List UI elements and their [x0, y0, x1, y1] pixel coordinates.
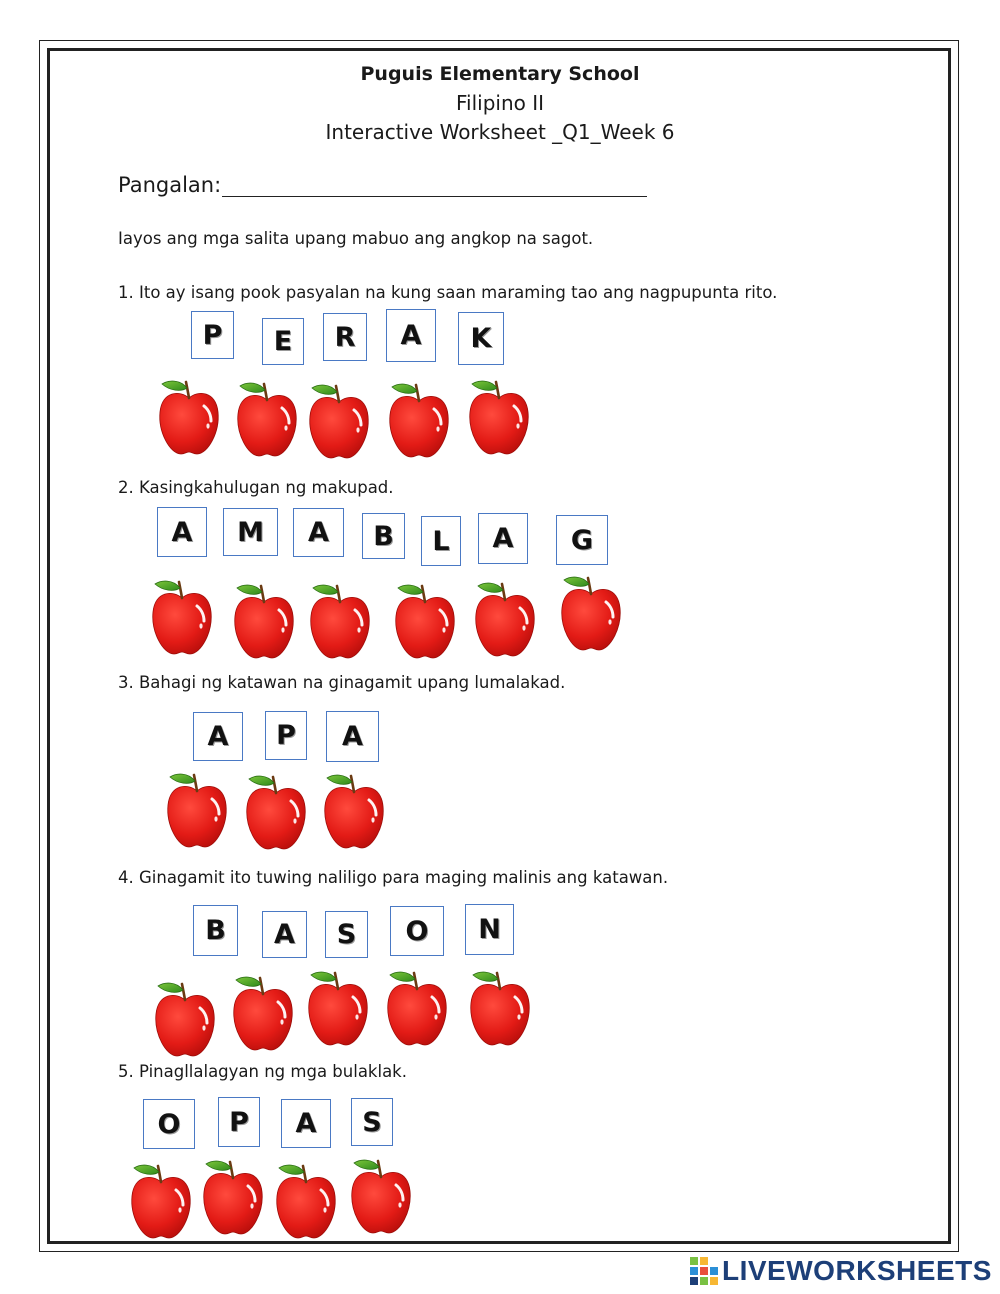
apple-icon	[348, 1155, 414, 1235]
letter-tile[interactable]: P	[191, 311, 234, 359]
liveworksheets-logo-text: LIVEWORKSHEETS	[722, 1255, 992, 1286]
letter-tile[interactable]: A	[326, 711, 379, 762]
apple-icon	[152, 978, 218, 1058]
school-name: Puguis Elementary School	[360, 63, 640, 85]
letter-tile[interactable]: A	[478, 513, 528, 564]
name-input-line[interactable]	[222, 172, 647, 197]
letter-tile[interactable]: R	[323, 313, 367, 361]
question-1: 1. Ito ay isang pook pasyalan na kung saan maraming tao ang nagpupunta rito.	[118, 283, 778, 302]
letter-tile[interactable]: M	[223, 508, 278, 556]
apple-icon	[230, 972, 296, 1052]
apple-icon	[466, 376, 532, 456]
apple-icon	[321, 770, 387, 850]
apple-icon	[386, 379, 452, 459]
instructions: Iayos ang mga salita upang mabuo ang angkop na sagot.	[118, 229, 594, 248]
apple-icon	[149, 576, 215, 656]
name-row	[118, 172, 647, 197]
apple-icon	[305, 967, 371, 1047]
letter-tile[interactable]: A	[281, 1099, 331, 1148]
apple-icon	[128, 1160, 194, 1240]
letter-tile[interactable]: N	[465, 904, 514, 955]
question-5: 5. Pinagllalagyan ng mga bulaklak.	[118, 1062, 407, 1081]
letter-tile[interactable]: B	[193, 905, 238, 956]
letter-tile[interactable]: A	[193, 712, 243, 761]
letter-tile[interactable]: A	[262, 911, 307, 958]
apple-icon	[164, 769, 230, 849]
worksheet-header	[0, 60, 1000, 147]
apple-icon	[243, 771, 309, 851]
apple-icon	[234, 378, 300, 458]
apple-icon	[156, 376, 222, 456]
letter-tile[interactable]: E	[262, 318, 304, 365]
apple-icon	[392, 580, 458, 660]
apple-icon	[467, 967, 533, 1047]
apple-icon	[307, 580, 373, 660]
apple-icon	[472, 578, 538, 658]
letter-tile[interactable]: P	[265, 711, 307, 760]
letter-tile[interactable]: S	[351, 1098, 393, 1146]
letter-tile[interactable]: G	[556, 515, 608, 565]
apple-icon	[306, 380, 372, 460]
letter-tile[interactable]: L	[421, 516, 461, 566]
apple-icon	[231, 580, 297, 660]
subject: Filipino II	[455, 91, 545, 115]
liveworksheets-logo[interactable]	[690, 1254, 992, 1288]
liveworksheets-logo-icon	[690, 1257, 718, 1285]
apple-icon	[558, 572, 624, 652]
question-2: 2. Kasingkahulugan ng makupad.	[118, 478, 394, 497]
worksheet-title: Interactive Worksheet _Q1_Week 6	[325, 120, 675, 144]
letter-tile[interactable]: A	[157, 507, 207, 557]
letter-tile[interactable]: A	[293, 508, 344, 557]
apple-icon	[273, 1160, 339, 1240]
name-label: Pangalan:	[118, 173, 222, 197]
letter-tile[interactable]: O	[143, 1099, 195, 1149]
apple-icon	[384, 967, 450, 1047]
letter-tile[interactable]: O	[390, 906, 444, 956]
apple-icon	[200, 1156, 266, 1236]
question-4: 4. Ginagamit ito tuwing naliligo para maging malinis ang katawan.	[118, 868, 669, 887]
letter-tile[interactable]: S	[325, 911, 368, 958]
question-3: 3. Bahagi ng katawan na ginagamit upang lumalakad.	[118, 673, 566, 692]
letter-tile[interactable]: K	[458, 312, 504, 365]
letter-tile[interactable]: B	[362, 513, 405, 559]
letter-tile[interactable]: A	[386, 309, 436, 362]
letter-tile[interactable]: P	[218, 1097, 260, 1147]
